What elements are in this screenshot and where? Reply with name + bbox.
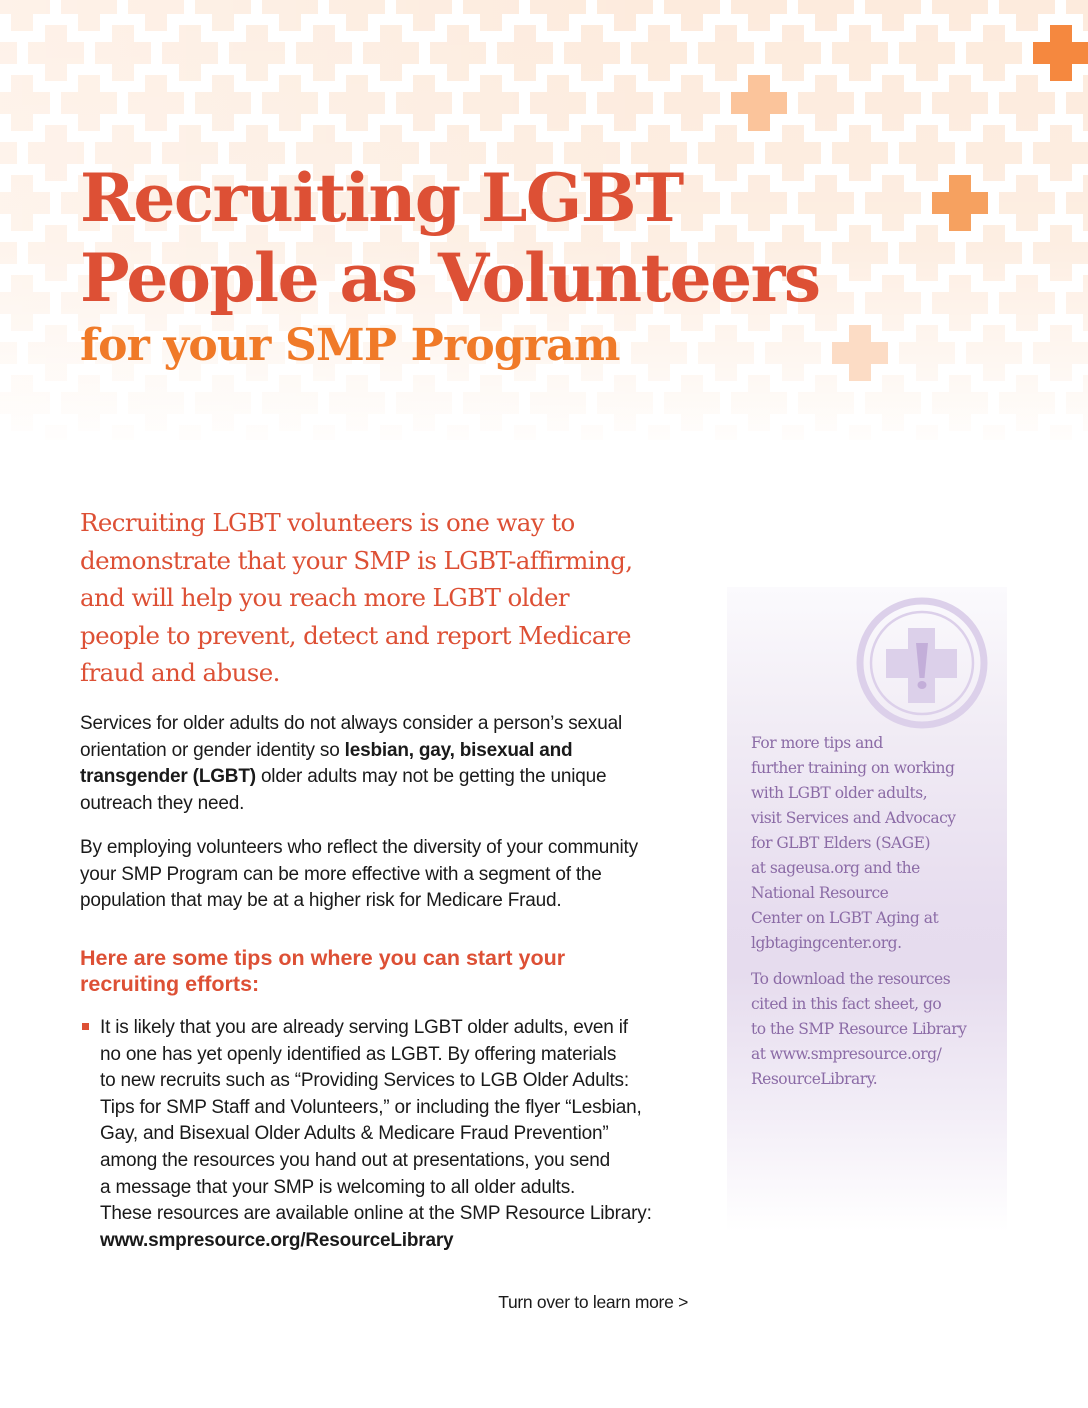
sidebar-line: further training on working	[751, 759, 955, 777]
resource-library-link[interactable]: www.smpresource.org/ResourceLibrary	[100, 1229, 454, 1251]
list-line: Gay, and Bisexual Older Adults & Medicare Fraud Prevention”	[100, 1123, 609, 1145]
list-line: to new recruits such as “Providing Services to LGB Older Adults:	[100, 1070, 629, 1092]
intro-line: demonstrate that your SMP is LGBT-affirming,	[80, 545, 633, 575]
paragraph-diversity	[80, 835, 700, 915]
page-title-line-2: People as Volunteers	[80, 239, 820, 317]
intro-statement	[80, 504, 700, 692]
sidebar-line: To download the resources	[751, 970, 951, 988]
paragraph-line: your SMP Program can be more effective with a segment of the	[80, 863, 602, 885]
list-line: These resources are available online at the SMP Resource Library:	[100, 1203, 652, 1225]
list-line: Tips for SMP Staff and Volunteers,” or including the flyer “Lesbian,	[100, 1096, 642, 1118]
list-line: It is likely that you are already serving LGBT older adults, even if	[100, 1017, 628, 1038]
intro-line: fraud and abuse.	[80, 658, 280, 687]
tips-heading-line: Here are some tips on where you can start your	[80, 946, 566, 970]
title-block	[80, 158, 820, 376]
list-line: among the resources you hand out at presentations, you send	[100, 1149, 610, 1171]
list-line: no one has yet openly identified as LGBT. By offering materials	[100, 1043, 617, 1065]
alert-cross-icon	[854, 595, 990, 731]
tips-list-item	[100, 1015, 652, 1254]
sidebar-line: For more tips and	[751, 734, 883, 752]
paragraph-services	[80, 711, 700, 817]
page-subtitle: for your SMP Program	[80, 320, 620, 371]
sidebar-line: at sageusa.org and the	[751, 859, 920, 877]
paragraph-line	[80, 738, 700, 765]
sidebar-line: with LGBT older adults,	[751, 784, 928, 802]
page-title-line-1: Recruiting LGBT	[80, 159, 683, 237]
sidebar-line: to the SMP Resource Library	[751, 1020, 967, 1038]
paragraph-line: population that may be at a higher risk for Medicare Fraud.	[80, 890, 562, 911]
paragraph-line: By employing volunteers who reflect the diversity of your community	[80, 837, 638, 858]
text-normal: older adults may not be getting the unique	[255, 766, 607, 787]
paragraph-line	[80, 764, 700, 791]
intro-line: Recruiting LGBT volunteers is one way to	[80, 508, 575, 537]
text-bold: lesbian, gay, bisexual and	[344, 739, 573, 761]
text-bold: transgender (LGBT)	[80, 766, 256, 787]
intro-line: people to prevent, detect and report Medicare	[80, 620, 631, 650]
sidebar-line: at www.smpresource.org/	[751, 1045, 942, 1063]
text-normal: orientation or gender identity so	[80, 739, 345, 761]
sidebar-line: lgbtagingcenter.org.	[751, 934, 902, 952]
paragraph-line: Services for older adults do not always consider a person’s sexual	[80, 713, 622, 734]
tips-heading-line: recruiting efforts:	[80, 972, 260, 996]
sidebar-line: ResourceLibrary.	[751, 1070, 878, 1088]
sidebar-line: National Resource	[751, 884, 889, 902]
paragraph-line: outreach they need.	[80, 792, 245, 814]
sidebar-line: cited in this fact sheet, go	[751, 995, 942, 1013]
sidebar-line: visit Services and Advocacy	[751, 809, 956, 827]
sidebar-line: Center on LGBT Aging at	[751, 909, 939, 927]
sidebar-tips-text	[751, 731, 956, 956]
sidebar-resources	[727, 587, 1007, 1232]
sidebar-line: for GLBT Elders (SAGE)	[751, 834, 930, 852]
turn-over-note: Turn over to learn more >	[498, 1292, 688, 1312]
sidebar-download-text	[751, 967, 966, 1092]
list-line: a message that your SMP is welcoming to all older adults.	[100, 1176, 576, 1198]
intro-line: and will help you reach more LGBT older	[80, 583, 570, 612]
tips-heading	[80, 945, 565, 997]
bullet-square-icon	[82, 1023, 89, 1030]
